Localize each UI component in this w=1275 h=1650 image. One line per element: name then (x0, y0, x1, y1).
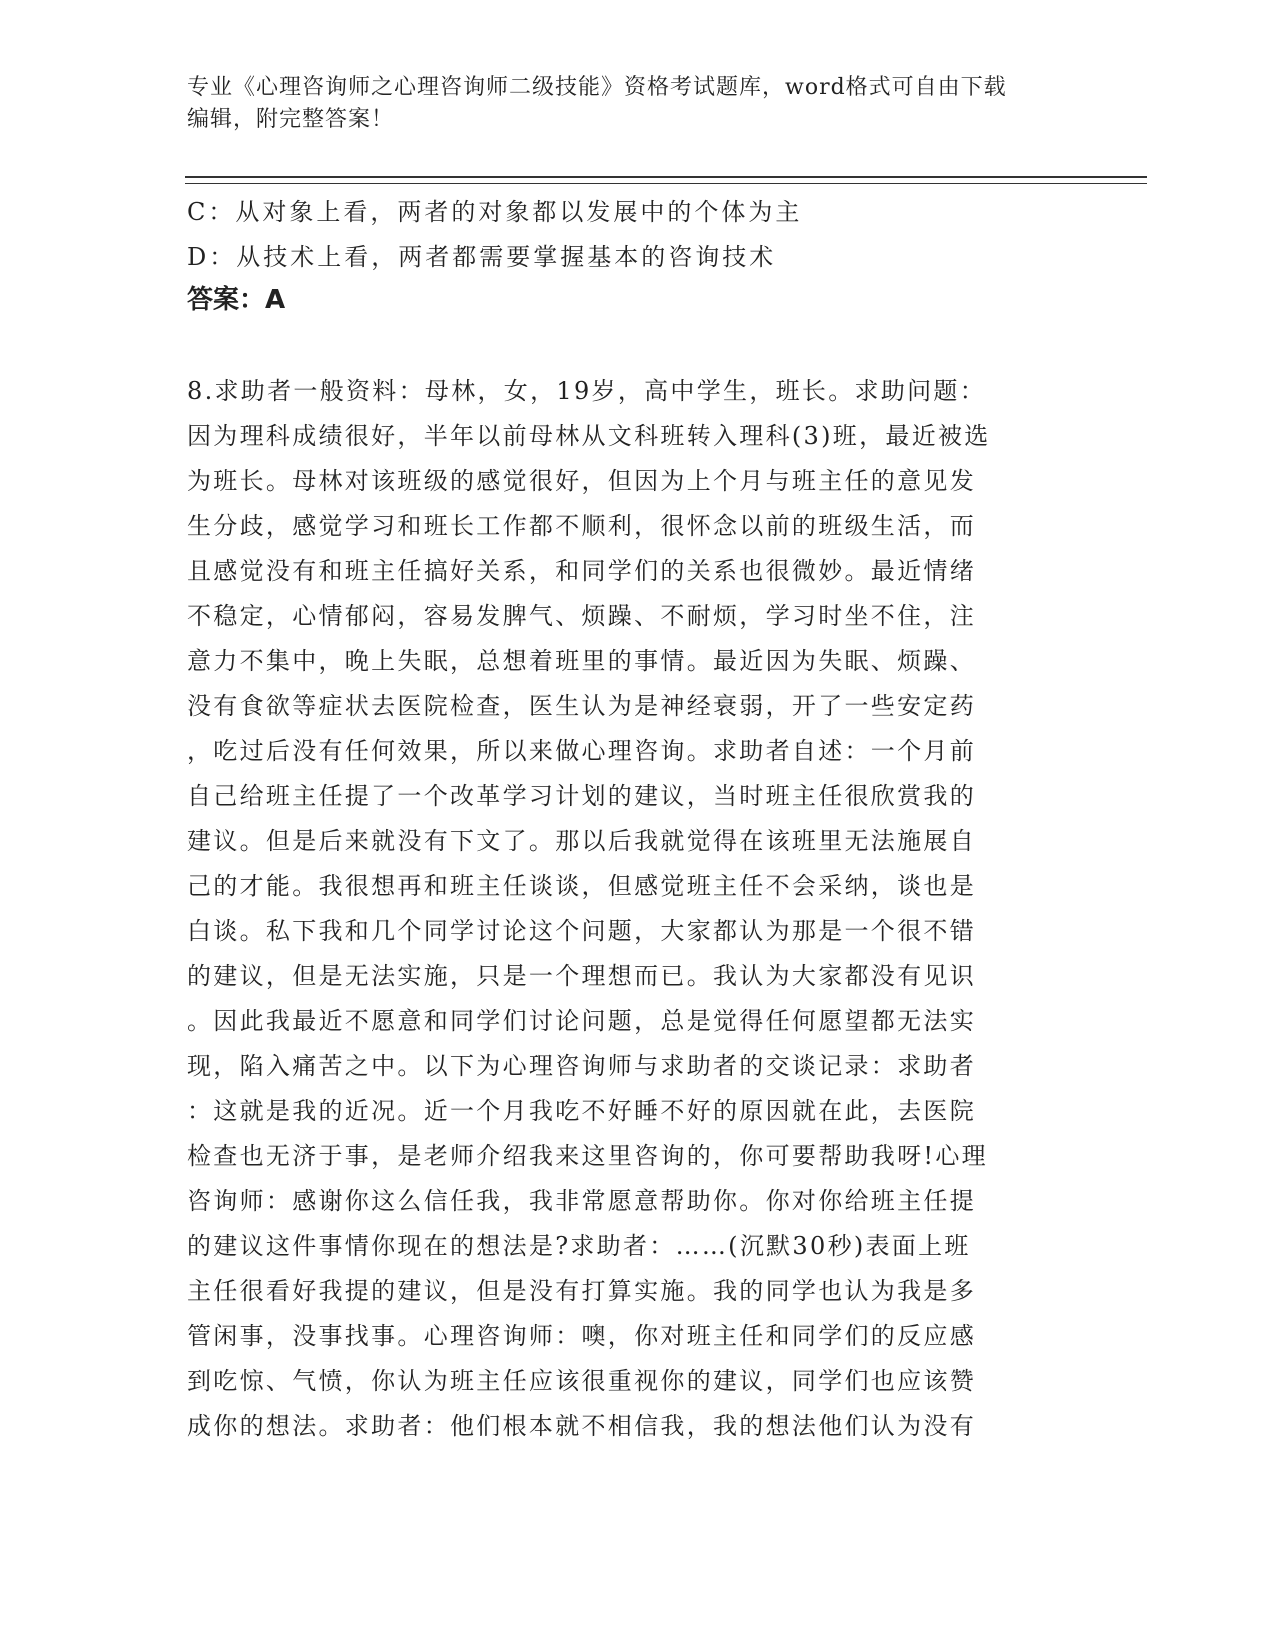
question-line: 己的才能。我很想再和班主任谈谈，但感觉班主任不会采纳，谈也是 (187, 872, 976, 900)
answer-label: 答案：A (187, 285, 286, 315)
question-line: 自己给班主任提了一个改革学习计划的建议，当时班主任很欣赏我的 (187, 782, 976, 810)
question-line: 现，陷入痛苦之中。以下为心理咨询师与求助者的交谈记录：求助者 (187, 1052, 976, 1080)
header-line-1: 专业《心理咨询师之心理咨询师二级技能》资格考试题库，word格式可自由下载 (187, 75, 1007, 100)
question-line: 不稳定，心情郁闷，容易发脾气、烦躁、不耐烦，学习时坐不住，注 (187, 602, 976, 630)
question-line: 没有食欲等症状去医院检查，医生认为是神经衰弱，开了一些安定药 (187, 692, 976, 720)
question-line: 到吃惊、气愤，你认为班主任应该很重视你的建议，同学们也应该赞 (187, 1367, 976, 1395)
question-line: 成你的想法。求助者：他们根本就不相信我，我的想法他们认为没有 (187, 1412, 976, 1440)
question-line: 管闲事，没事找事。心理咨询师：噢，你对班主任和同学们的反应感 (187, 1322, 976, 1350)
question-line: 主任很看好我提的建议，但是没有打算实施。我的同学也认为我是多 (187, 1277, 976, 1305)
question-8 (187, 369, 1067, 1449)
option-c: C：从对象上看，两者的对象都以发展中的个体为主 (187, 198, 803, 226)
question-line: 8.求助者一般资料：母林，女，19岁，高中学生，班长。求助问题： (187, 377, 987, 405)
header-line-2: 编辑，附完整答案！ (187, 107, 395, 132)
question-line: 意力不集中，晚上失眠，总想着班里的事情。最近因为失眠、烦躁、 (187, 647, 976, 675)
header-rule-thin (185, 183, 1147, 184)
question-line: 建议。但是后来就没有下文了。那以后我就觉得在该班里无法施展自 (187, 827, 976, 855)
question-line: 白谈。私下我和几个同学讨论这个问题，大家都认为那是一个很不错 (187, 917, 976, 945)
question-line: 且感觉没有和班主任搞好关系，和同学们的关系也很微妙。最近情绪 (187, 557, 976, 585)
header-rule-thick (185, 176, 1147, 178)
question-line: ，吃过后没有任何效果，所以来做心理咨询。求助者自述：一个月前 (187, 737, 976, 765)
answer-options (187, 190, 1087, 280)
question-line: 检查也无济于事，是老师介绍我来这里咨询的，你可要帮助我呀!心理 (187, 1142, 988, 1170)
question-line: 的建议，但是无法实施，只是一个理想而已。我认为大家都没有见识 (187, 962, 976, 990)
question-line: 。因此我最近不愿意和同学们讨论问题，总是觉得任何愿望都无法实 (187, 1007, 976, 1035)
option-d: D：从技术上看，两者都需要掌握基本的咨询技术 (187, 243, 777, 271)
document-header (187, 72, 1067, 136)
question-line: 因为理科成绩很好，半年以前母林从文科班转入理科(3)班，最近被选 (187, 422, 991, 450)
question-line: 的建议这件事情你现在的想法是?求助者：……(沉默30秒)表面上班 (187, 1232, 971, 1260)
question-line: ：这就是我的近况。近一个月我吃不好睡不好的原因就在此，去医院 (187, 1097, 976, 1125)
question-line: 咨询师：感谢你这么信任我，我非常愿意帮助你。你对你给班主任提 (187, 1187, 976, 1215)
question-line: 生分歧，感觉学习和班长工作都不顺利，很怀念以前的班级生活，而 (187, 512, 976, 540)
question-line: 为班长。母林对该班级的感觉很好，但因为上个月与班主任的意见发 (187, 467, 976, 495)
